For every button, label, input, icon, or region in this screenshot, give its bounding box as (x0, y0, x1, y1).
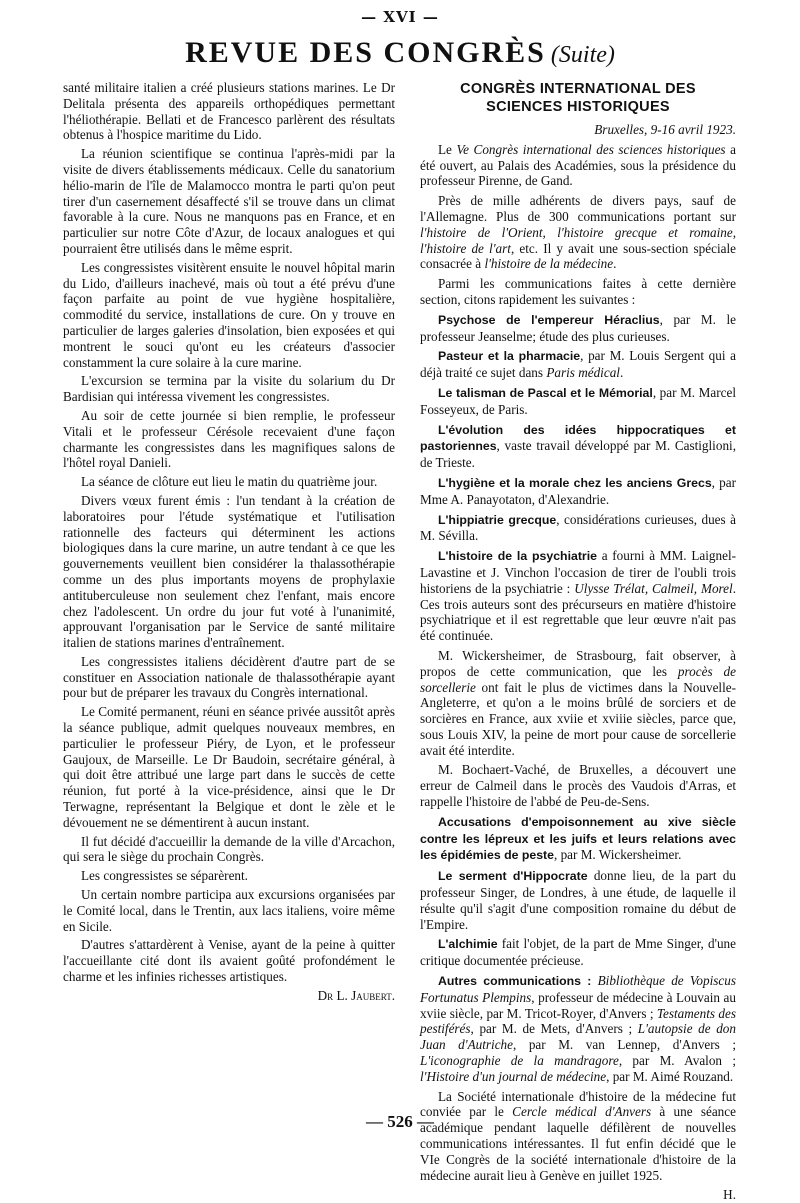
closing-paragraph: La Société internationale d'histoire de la médecine fut conviée par le Cercle médical d'Anvers à une séance académique pendant laquelle défilèrent de nouvelles communications intéressantes. Il fut enfin décidé que le VIe Congrès de la société internationale d'histoire de la médecine aurait lieu à Genève en juillet 1925. (420, 1088, 736, 1183)
paragraph: L'excursion se termina par la visite du solarium du Dr Bardisian qui intéressa vivement les congressistes. (63, 373, 395, 405)
paragraph: La séance de clôture eut lieu le matin du quatrième jour. (81, 474, 378, 490)
paragraph: M. Wickersheimer, de Strasbourg, fait observer, à propos de cette communication, que les procès de sorcellerie ont fait le plus de victimes dans la Nouvelle-Angleterre, et qu'on a le moins brûlé de sorciers et de sorcières en France, aux xviie et xviiie siècles, parce que, sous Louis XIV, la peine de mort pour cause de sorcellerie avait été interdite. (420, 647, 736, 758)
communication-item: Le serment d'Hippocrate donne lieu, de la part du professeur Singer, de Londres, à une étude, de laquelle il résulte qu'il s'agit d'une composition romaine du début de l'Empire. (420, 868, 736, 932)
paragraph: santé militaire italien a créé plusieurs stations marines. Le Dr Delitala présenta des appareils orthopédiques permettant l'héliothérapie. Bellati et de Francesco parlèrent des résultats obtenus à l'hospice maritime du Lido. (63, 80, 395, 143)
communication-item: L'évolution des idées hippocratiques et pastoriennes, vaste travail développé par M. Castiglioni, de Trieste. (420, 422, 736, 471)
communications-list (420, 312, 736, 644)
communication-item: L'hygiène et la morale chez les anciens Grecs, par Mme A. Panayotaton, d'Alexandrie. (420, 474, 736, 507)
paragraph: M. Bochaert-Vaché, de Bruxelles, a découvert une erreur de Calmeil dans le procès des Vaudois d'Arras, et rappelle l'histoire de l'abbé de Peu-de-Sens. (420, 762, 736, 810)
communication-item: Le talisman de Pascal et le Mémorial, par M. Marcel Fosseyeux, de Paris. (420, 384, 736, 417)
paragraph: La réunion scientifique se continua l'après-midi par la visite de divers établissements médicaux. Celle du sanatorium hélio-marin de l'île de Malamocco montra le parti qu'on peut tirer d'un casernement désaffecté s'il se trouve dans un climat favorable à la cure. Nous ne manquons pas en France, et en particulier sur notre Côte d'Azur, de locaux analogues et qui pourraient être utilisés dans le même esprit. (63, 146, 395, 256)
dateline: Bruxelles, 9-16 avril 1923. (594, 122, 736, 137)
paragraph: Il fut décidé d'accueillir la demande de la ville d'Arcachon, qui sera le siège du prochain Congrès. (63, 833, 395, 865)
communication-item: L'histoire de la psychiatrie a fourni à MM. Laignel-Lavastine et J. Vinchon l'occasion de tirer de l'oubli trois historiens de la psychiatrie : Ulysse Trélat, Calmeil, Morel. Ces trois auteurs sont des précurseurs en matière d'histoire psychiatrique et il est regrettable que leur œuvre n'ait pas été continuée. (420, 548, 737, 644)
communication-item: Accusations d'empoisonnement au xive siècle contre les lépreux et les juifs et leurs relations avec les épidémies de peste, par M. Wickersheimer. (420, 814, 736, 863)
author-signature: H. (723, 1187, 736, 1203)
author-signature: Dr L. Jaubert. (317, 987, 395, 1003)
section-heading: CONGRÈS INTERNATIONAL DES SCIENCES HISTORIQUES (460, 81, 696, 115)
page-roman-number: — XVI — (361, 8, 439, 26)
communication-item: L'alchimie fait l'objet, de la part de Mme Singer, d'une critique documentée précieuse. (420, 936, 736, 969)
paragraph: Les congressistes visitèrent ensuite le nouvel hôpital marin du Lido, d'ailleurs inachevé, mais où tout a été prévu d'une façon parfaite au point de vue hygiène hospitalière, commodité du service, installations de cure. On y trouve en particulier de larges galeries d'insolation, bien exposées et qui montrent le souci qu'ont eu les créateurs d'associer constamment la cure solaire à la cure marine. (63, 259, 395, 370)
communication-item: Psychose de l'empereur Héraclius, par M. le professeur Jeanselme; étude des plus curieuses. (420, 311, 736, 344)
left-column (63, 80, 395, 1004)
paragraph: Au soir de cette journée si bien remplie, le professeur Vitali et le professeur Cérésole recevaient d'une façon charmante les congressistes dans les magnifiques salons de l'hôtel royal Danieli. (63, 407, 395, 471)
paragraph: Le Comité permanent, réuni en séance privée aussitôt après la séance publique, admit quelques nouveaux membres, en particulier le professeur Piéry, de Lyon, et le professeur Gaujoux, de Marseille. Le Dr Baudoin, secrétaire général, à qui doit être attribué une large part dans le succès de cette réunion, fut porté à la vice-présidence, ainsi que le Dr Terwagne, représentant la Belgique et dont le zèle et le dévouement ne se démentirent à aucun instant. (63, 704, 395, 830)
communication-item: Pasteur et la pharmacie, par M. Louis Sergent qui a déjà traité ce sujet dans Paris médical. (420, 348, 736, 381)
paragraph: Près de mille adhérents de divers pays, sauf de l'Allemagne. Plus de 300 communications portant sur l'histoire de l'Orient, l'histoire grecque et romaine, l'histoire de l'art, etc. Il y avait une sous-section spéciale consacrée à l'histoire de la médecine. (420, 193, 736, 272)
journal-title: REVUE DES CONGRÈS (185, 36, 546, 69)
communications-list-2 (420, 814, 736, 969)
other-communications: Autres communications : Bibliothèque de Vopiscus Fortunatus Plempins, professeur de médecine à Louvain au xviie siècle, par M. Tricot-Royer, d'Anvers ; Testaments des pestiférés, par M. de Mets, d'Anvers ; L'autopsie de don Juan d'Autriche, par M. van Lennep, d'Anvers ; L'iconographie de la mandragore, par M. Avalon ; l'Histoire d'un journal de médecine, par M. Aimé Rouzand. (420, 973, 736, 1084)
masthead (0, 36, 800, 70)
right-column (420, 80, 736, 1203)
paragraph: Les congressistes italiens décidèrent d'autre part de se constituer en Association nationale de thalassothérapie ayant pour but de préparer les travaux du Congrès international. (63, 653, 395, 701)
page-number: — 526 — (366, 1112, 434, 1131)
intro-paragraph: Le Ve Congrès international des sciences historiques a été ouvert, au Palais des Académies, sous la présidence du professeur Pirenne, de Gand. (420, 141, 736, 189)
paragraph: Un certain nombre participa aux excursions organisées par le Comité local, dans le Trentin, aux lacs italiens, voire même en Sicile. (63, 887, 395, 934)
journal-title-suite: (Suite) (550, 42, 615, 68)
paragraph: Parmi les communications faites à cette dernière section, citons rapidement les suivantes : (420, 276, 736, 307)
paragraph: Divers vœux furent émis : l'un tendant à la création de laboratoires pour l'étude systématique et l'utilisation rationnelle des facteurs qui déterminent les actions biologiques dans la cure marine, un autre tendant à ce que les gouvernements veuillent bien considérer la thalassothérapie comme un des plus importants moyens de prophylaxie antituberculeuse non seulement chez l'enfant, mais encore chez l'adolescent. Un ordre du jour fut voté à l'unanimité, approuvant l'organisation par le Service de santé militaire italien de stations marines d'entraînement. (63, 492, 395, 651)
paragraph: D'autres s'attardèrent à Venise, ayant de la peine à quitter l'accueillante cité dont ils avaient goûté profondément le charme et les infinies richesses artistiques. (63, 937, 395, 985)
paragraph: Les congressistes se séparèrent. (81, 868, 248, 884)
communication-item: L'hippiatrie grecque, considérations curieuses, dues à M. Sévilla. (420, 511, 736, 544)
